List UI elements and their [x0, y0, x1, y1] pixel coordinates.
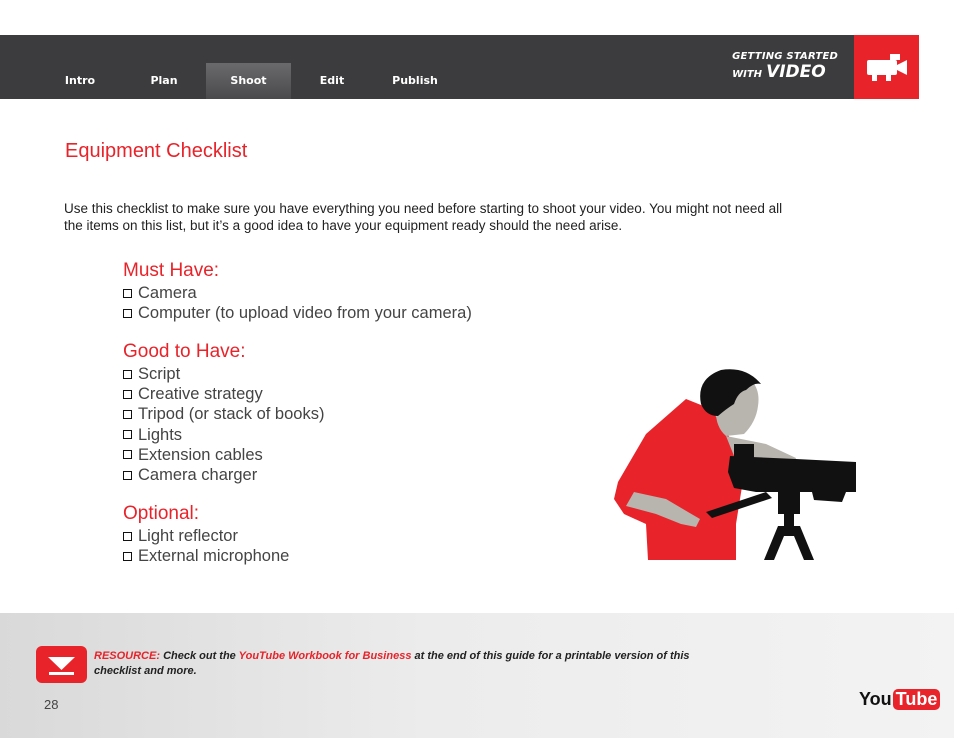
- brand-with: WITH: [732, 69, 763, 80]
- footer: [0, 613, 954, 738]
- section-must-have: [123, 260, 472, 323]
- brand-video: VIDEO: [766, 62, 826, 82]
- checklist-item[interactable]: Creative strategy: [123, 384, 324, 404]
- checklist-item[interactable]: External microphone: [123, 546, 289, 566]
- top-nav-bar: [0, 35, 854, 99]
- checkbox-icon[interactable]: [123, 390, 132, 399]
- youtube-logo: You Tube: [859, 689, 940, 710]
- checkbox-icon[interactable]: [123, 410, 132, 419]
- resource-note: RESOURCE: Check out the YouTube Workbook for Business at the end of this guide for a printable version of this checklist and more.: [94, 650, 690, 677]
- video-camera-badge: [854, 35, 919, 99]
- checkbox-icon[interactable]: [123, 450, 132, 459]
- resource-label: RESOURCE:: [94, 650, 161, 662]
- intro-paragraph: Use this checklist to make sure you have everything you need before starting to shoot your video. You might not need all the items on this list, but it’s a good idea to have your equipment ready should the need arise.: [64, 201, 783, 233]
- checklist-item[interactable]: Camera: [123, 283, 472, 303]
- checkbox-icon[interactable]: [123, 370, 132, 379]
- section-optional: [123, 503, 289, 566]
- workbook-link[interactable]: YouTube Workbook for Business: [238, 650, 412, 662]
- checkbox-icon[interactable]: [123, 471, 132, 480]
- checkbox-icon[interactable]: [123, 552, 132, 561]
- tab-publish[interactable]: Publish: [392, 74, 438, 87]
- checklist-item[interactable]: Lights: [123, 425, 324, 445]
- checklist-item[interactable]: Computer (to upload video from your camera): [123, 303, 472, 323]
- checkbox-icon[interactable]: [123, 309, 132, 318]
- checkbox-icon[interactable]: [123, 430, 132, 439]
- download-arrow-icon: [36, 646, 87, 683]
- guide-brand: [732, 51, 838, 82]
- checklist-item[interactable]: Extension cables: [123, 445, 324, 465]
- checklist-item[interactable]: Camera charger: [123, 465, 324, 485]
- video-camera-icon: [854, 35, 919, 99]
- checkbox-icon[interactable]: [123, 289, 132, 298]
- checkbox-icon[interactable]: [123, 532, 132, 541]
- checklist-item[interactable]: Tripod (or stack of books): [123, 404, 324, 424]
- download-button[interactable]: [36, 646, 87, 683]
- section-heading: Good to Have:: [123, 341, 246, 362]
- section-heading: Must Have:: [123, 260, 220, 281]
- cameraman-illustration: [606, 364, 861, 564]
- tab-intro[interactable]: Intro: [64, 74, 96, 87]
- checklist-item[interactable]: Light reflector: [123, 526, 289, 546]
- tab-plan[interactable]: Plan: [150, 74, 178, 87]
- tab-edit[interactable]: Edit: [319, 74, 345, 87]
- section-heading: Optional:: [123, 503, 200, 524]
- checklist-item[interactable]: Script: [123, 364, 324, 384]
- brand-line1: GETTING STARTED: [732, 51, 838, 62]
- tab-shoot[interactable]: Shoot: [206, 63, 291, 99]
- page-number: 28: [44, 697, 59, 712]
- section-good-to-have: [123, 341, 324, 485]
- page-title: Equipment Checklist: [65, 140, 248, 162]
